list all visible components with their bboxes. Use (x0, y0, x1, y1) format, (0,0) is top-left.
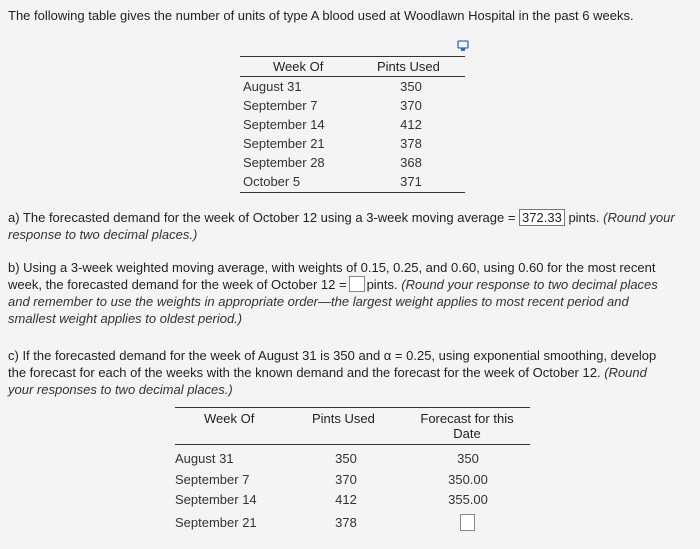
table-row-pints: 370 (400, 98, 422, 113)
table-row-week: September 14 (175, 492, 257, 507)
part-a-unit: pints. (568, 210, 600, 225)
part-b-line2: week, the forecasted demand for the week of October 12 = (8, 277, 347, 292)
table-2-header-forecast-line2: Date (453, 426, 481, 441)
part-a (8, 209, 698, 243)
table-1-header-pints: Pints Used (377, 59, 440, 74)
part-a-hint: (Round your (603, 210, 675, 225)
part-c-line1: c) If the forecasted demand for the week of August 31 is 350 and α = 0.25, using exponential smoothing, develop (8, 348, 657, 363)
table-row-week: October 5 (243, 174, 301, 189)
table-2-header-rule (175, 444, 530, 445)
table-row-week: August 31 (243, 79, 302, 94)
part-c-hint-cont: your responses to two decimal places.) (8, 382, 233, 397)
table-2-header-week: Week Of (204, 411, 255, 426)
part-a-text: a) The forecasted demand for the week of October 12 using a 3-week moving average = (8, 210, 516, 225)
table-row-week: September 21 (243, 136, 325, 151)
table-row-forecast: 355.00 (448, 492, 488, 507)
part-a-hint-cont: response to two decimal places.) (8, 227, 198, 242)
table-row-pints: 370 (335, 472, 357, 487)
part-b-hint-cont: and remember to use the weights in appropriate order—the largest weight applies to most recent period and (8, 294, 629, 309)
copy-icon[interactable] (457, 40, 469, 52)
table-row-pints: 368 (400, 155, 422, 170)
table-2-header-forecast-line1: Forecast for this (420, 411, 514, 426)
table-1-header-rule (240, 76, 465, 77)
part-c-hint: (Round (604, 365, 647, 380)
table-row-pints: 350 (335, 451, 357, 466)
table-row-pints: 378 (400, 136, 422, 151)
part-b-unit: pints. (366, 277, 398, 292)
table-row-week: September 7 (243, 98, 318, 113)
table-2-top-rule (175, 407, 530, 408)
table-1-bottom-rule (240, 192, 465, 193)
table-row-forecast: 350 (457, 451, 479, 466)
table-row-week: August 31 (175, 451, 234, 466)
table-2-header-forecast (412, 411, 522, 441)
part-c-line2: the forecast for each of the weeks with the known demand and the forecast for the week of October 12. (8, 365, 601, 380)
table-row-pints: 371 (400, 174, 422, 189)
table-2-header-pints: Pints Used (312, 411, 375, 426)
table-row-week: September 7 (175, 472, 250, 487)
part-a-answer-input[interactable]: 372.33 (519, 209, 565, 226)
table-row-pints: 350 (400, 79, 422, 94)
table-1-header-week: Week Of (273, 59, 324, 74)
part-b-answer-input[interactable] (349, 276, 365, 292)
part-b-hint-end: smallest weight applies to oldest period.) (8, 311, 243, 326)
table-row-pints: 378 (335, 515, 357, 530)
table-row-week: September 14 (243, 117, 325, 132)
forecast-answer-input[interactable] (460, 514, 475, 531)
table-row-week: September 28 (243, 155, 325, 170)
table-1-top-rule (240, 56, 465, 57)
intro-text: The following table gives the number of units of type A blood used at Woodlawn Hospital in the past 6 weeks. (8, 8, 634, 23)
table-row-pints: 412 (335, 492, 357, 507)
part-c (8, 347, 698, 398)
table-row-forecast: 350.00 (448, 472, 488, 487)
part-b (8, 259, 698, 327)
part-b-hint: (Round your response to two decimal places (401, 277, 658, 292)
table-row-week: September 21 (175, 515, 257, 530)
table-row-pints: 412 (400, 117, 422, 132)
part-b-line1: b) Using a 3-week weighted moving average, with weights of 0.15, 0.25, and 0.60, using 0.60 for the most recent (8, 260, 656, 275)
